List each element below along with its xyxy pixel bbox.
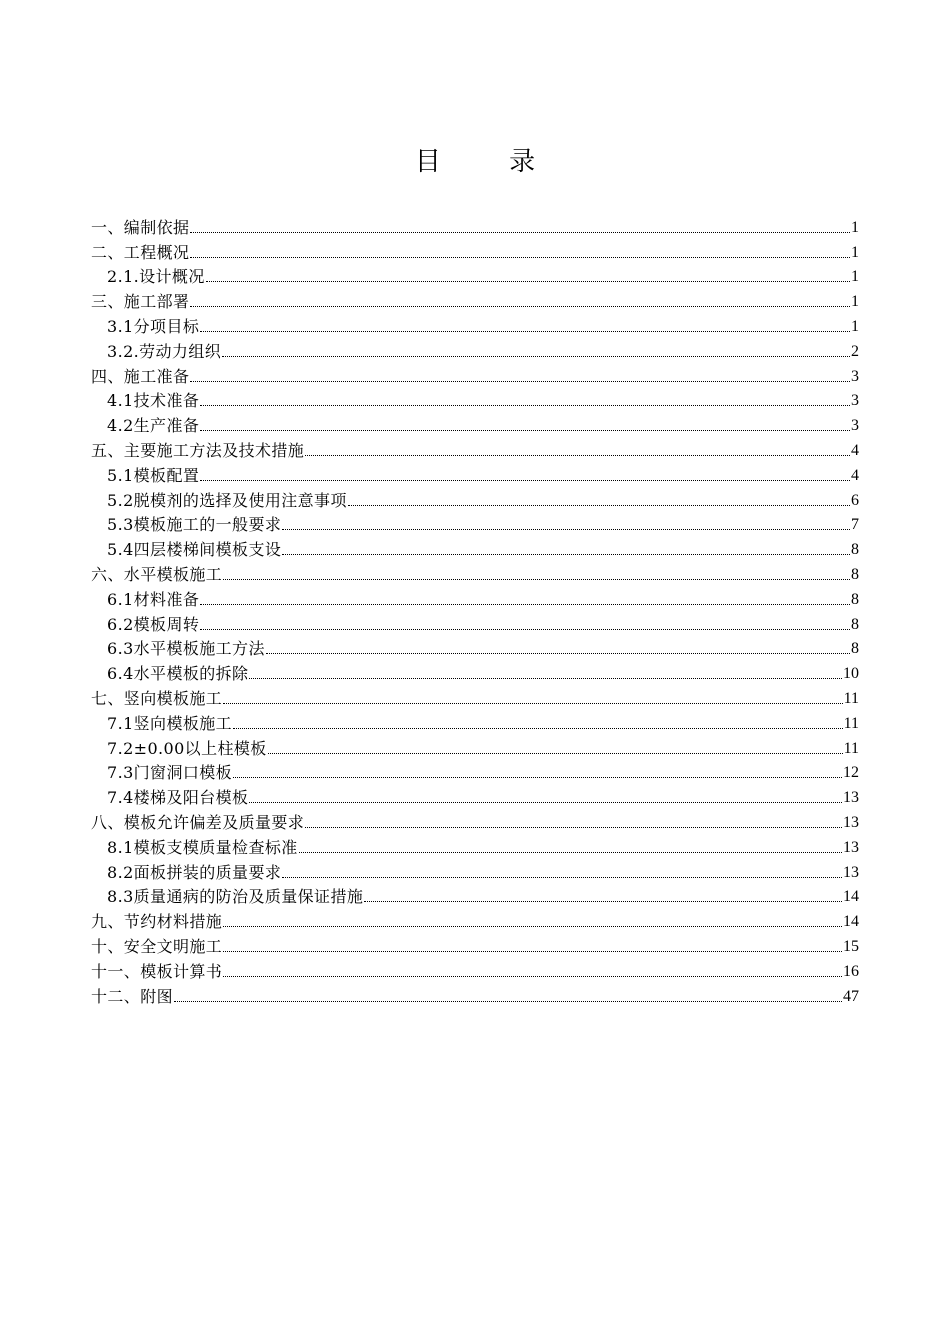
toc-entry-label: 8.2面板拼装的质量要求: [107, 862, 282, 882]
toc-entry[interactable]: [91, 263, 859, 288]
toc-dot-leader: [266, 653, 850, 654]
toc-dot-leader: [223, 926, 842, 927]
toc-entry-page-number: 8: [851, 541, 859, 559]
toc-entry-page-number: 4: [851, 466, 859, 484]
toc-entry[interactable]: [91, 560, 859, 585]
toc-entry-page-number: 3: [851, 392, 859, 410]
toc-entry-label: 八、模板允许偏差及质量要求: [91, 812, 305, 832]
toc-entry[interactable]: [91, 411, 859, 436]
toc-entry[interactable]: [91, 635, 859, 660]
toc-dot-leader: [174, 1001, 842, 1002]
toc-dot-leader: [364, 901, 842, 902]
toc-entry-page-number: 16: [843, 962, 859, 980]
toc-entry[interactable]: [91, 883, 859, 908]
toc-dot-leader: [200, 604, 850, 605]
toc-dot-leader: [223, 579, 850, 580]
toc-entry[interactable]: [91, 362, 859, 387]
toc-entry[interactable]: [91, 535, 859, 560]
toc-entry-label: 4.1技术准备: [107, 391, 200, 411]
toc-entry-label: 7.2±0.00以上柱模板: [107, 738, 267, 758]
toc-dot-leader: [305, 455, 850, 456]
toc-entry-page-number: 11: [843, 689, 859, 707]
toc-entry-label: 七、竖向模板施工: [91, 688, 223, 708]
toc-entry[interactable]: [91, 709, 859, 734]
toc-dot-leader: [200, 405, 850, 406]
toc-entry-label: 2.1.设计概况: [107, 267, 205, 287]
toc-dot-leader: [223, 703, 842, 704]
toc-dot-leader: [223, 976, 842, 977]
toc-entry[interactable]: [91, 287, 859, 312]
toc-entry[interactable]: [91, 982, 859, 1007]
toc-dot-leader: [200, 629, 850, 630]
toc-entry-page-number: 1: [851, 293, 859, 311]
toc-entry-label: 7.1竖向模板施工: [107, 713, 233, 733]
toc-entry-label: 6.1材料准备: [107, 589, 200, 609]
toc-entry-page-number: 8: [851, 565, 859, 583]
toc-dot-leader: [206, 281, 850, 282]
toc-dot-leader: [282, 529, 850, 530]
toc-entry-page-number: 8: [851, 615, 859, 633]
toc-entry-page-number: 4: [851, 441, 859, 459]
toc-entry[interactable]: [91, 957, 859, 982]
toc-entry-label: 3.2.劳动力组织: [107, 341, 222, 361]
toc-entry-page-number: 13: [843, 863, 859, 881]
toc-entry[interactable]: [91, 932, 859, 957]
toc-entry-page-number: 1: [851, 317, 859, 335]
toc-entry[interactable]: [91, 783, 859, 808]
toc-entry-label: 三、施工部署: [91, 292, 190, 312]
toc-dot-leader: [249, 678, 842, 679]
toc-entry-page-number: 1: [851, 218, 859, 236]
toc-dot-leader: [282, 554, 850, 555]
toc-dot-leader: [200, 430, 850, 431]
toc-entry-label: 7.3门窗洞口模板: [107, 763, 233, 783]
toc-entry-label: 五、主要施工方法及技术措施: [91, 440, 305, 460]
toc-entry-label: 3.1分项目标: [107, 316, 200, 336]
toc-entry[interactable]: [91, 659, 859, 684]
toc-entry-label: 九、节约材料措施: [91, 912, 223, 932]
toc-entry-label: 8.1模板支模质量检查标准: [107, 837, 298, 857]
toc-list: [91, 213, 859, 1007]
toc-entry-page-number: 13: [843, 838, 859, 856]
toc-entry-page-number: 13: [843, 813, 859, 831]
toc-entry-label: 十一、模板计算书: [91, 961, 223, 981]
toc-entry[interactable]: [91, 213, 859, 238]
toc-entry-page-number: 11: [843, 714, 859, 732]
toc-entry-page-number: 14: [843, 913, 859, 931]
toc-entry[interactable]: [91, 585, 859, 610]
toc-dot-leader: [282, 877, 842, 878]
toc-entry[interactable]: [91, 610, 859, 635]
toc-entry-label: 6.4水平模板的拆除: [107, 664, 249, 684]
toc-entry[interactable]: [91, 858, 859, 883]
toc-entry-page-number: 8: [851, 590, 859, 608]
toc-dot-leader: [190, 232, 850, 233]
toc-entry[interactable]: [91, 833, 859, 858]
toc-entry-page-number: 3: [851, 367, 859, 385]
toc-entry-label: 二、工程概况: [91, 242, 190, 262]
toc-entry-page-number: 15: [843, 937, 859, 955]
toc-entry-page-number: 14: [843, 888, 859, 906]
toc-entry[interactable]: [91, 486, 859, 511]
toc-entry-label: 5.4四层楼梯间模板支设: [107, 540, 282, 560]
toc-title: 目 录: [414, 147, 566, 177]
toc-entry-page-number: 1: [851, 243, 859, 261]
toc-entry[interactable]: [91, 511, 859, 536]
toc-dot-leader: [190, 306, 850, 307]
toc-entry-label: 四、施工准备: [91, 366, 190, 386]
toc-entry-label: 5.1模板配置: [107, 465, 200, 485]
toc-entry-page-number: 3: [851, 417, 859, 435]
toc-entry-page-number: 47: [843, 987, 859, 1005]
toc-entry-label: 六、水平模板施工: [91, 564, 223, 584]
toc-entry-label: 6.3水平模板施工方法: [107, 639, 265, 659]
toc-entry[interactable]: [91, 808, 859, 833]
toc-entry[interactable]: [91, 337, 859, 362]
toc-dot-leader: [233, 728, 843, 729]
toc-entry-label: 十、安全文明施工: [91, 936, 223, 956]
toc-entry-label: 8.3质量通病的防治及质量保证措施: [107, 887, 364, 907]
toc-entry-page-number: 7: [851, 516, 859, 534]
toc-entry[interactable]: [91, 387, 859, 412]
toc-dot-leader: [190, 381, 850, 382]
toc-entry-page-number: 6: [851, 491, 859, 509]
toc-dot-leader: [348, 505, 850, 506]
toc-entry-page-number: 13: [843, 789, 859, 807]
toc-entry-page-number: 8: [851, 640, 859, 658]
toc-entry-label: 十二、附图: [91, 986, 174, 1006]
toc-entry-label: 4.2生产准备: [107, 416, 200, 436]
toc-entry-label: 5.3模板施工的一般要求: [107, 515, 282, 535]
toc-dot-leader: [223, 951, 842, 952]
toc-entry[interactable]: [91, 759, 859, 784]
toc-entry[interactable]: [91, 238, 859, 263]
toc-dot-leader: [222, 356, 850, 357]
toc-dot-leader: [190, 257, 850, 258]
toc-entry-label: 一、编制依据: [91, 217, 190, 237]
toc-entry-label: 5.2脱模剂的选择及使用注意事项: [107, 490, 347, 510]
toc-entry-page-number: 10: [843, 665, 859, 683]
toc-entry[interactable]: [91, 461, 859, 486]
toc-entry-page-number: 11: [843, 739, 859, 757]
toc-dot-leader: [299, 852, 842, 853]
toc-dot-leader: [233, 777, 842, 778]
toc-entry-label: 7.4楼梯及阳台模板: [107, 788, 249, 808]
toc-entry[interactable]: [91, 312, 859, 337]
toc-entry[interactable]: [91, 436, 859, 461]
toc-entry[interactable]: [91, 907, 859, 932]
toc-entry[interactable]: [91, 684, 859, 709]
toc-dot-leader: [249, 802, 842, 803]
toc-entry[interactable]: [91, 734, 859, 759]
toc-entry-page-number: 1: [851, 268, 859, 286]
toc-entry-label: 6.2模板周转: [107, 614, 200, 634]
toc-dot-leader: [305, 827, 842, 828]
toc-entry-page-number: 12: [843, 764, 859, 782]
toc-dot-leader: [268, 753, 843, 754]
toc-dot-leader: [200, 480, 850, 481]
toc-entry-page-number: 2: [851, 342, 859, 360]
toc-dot-leader: [200, 331, 850, 332]
